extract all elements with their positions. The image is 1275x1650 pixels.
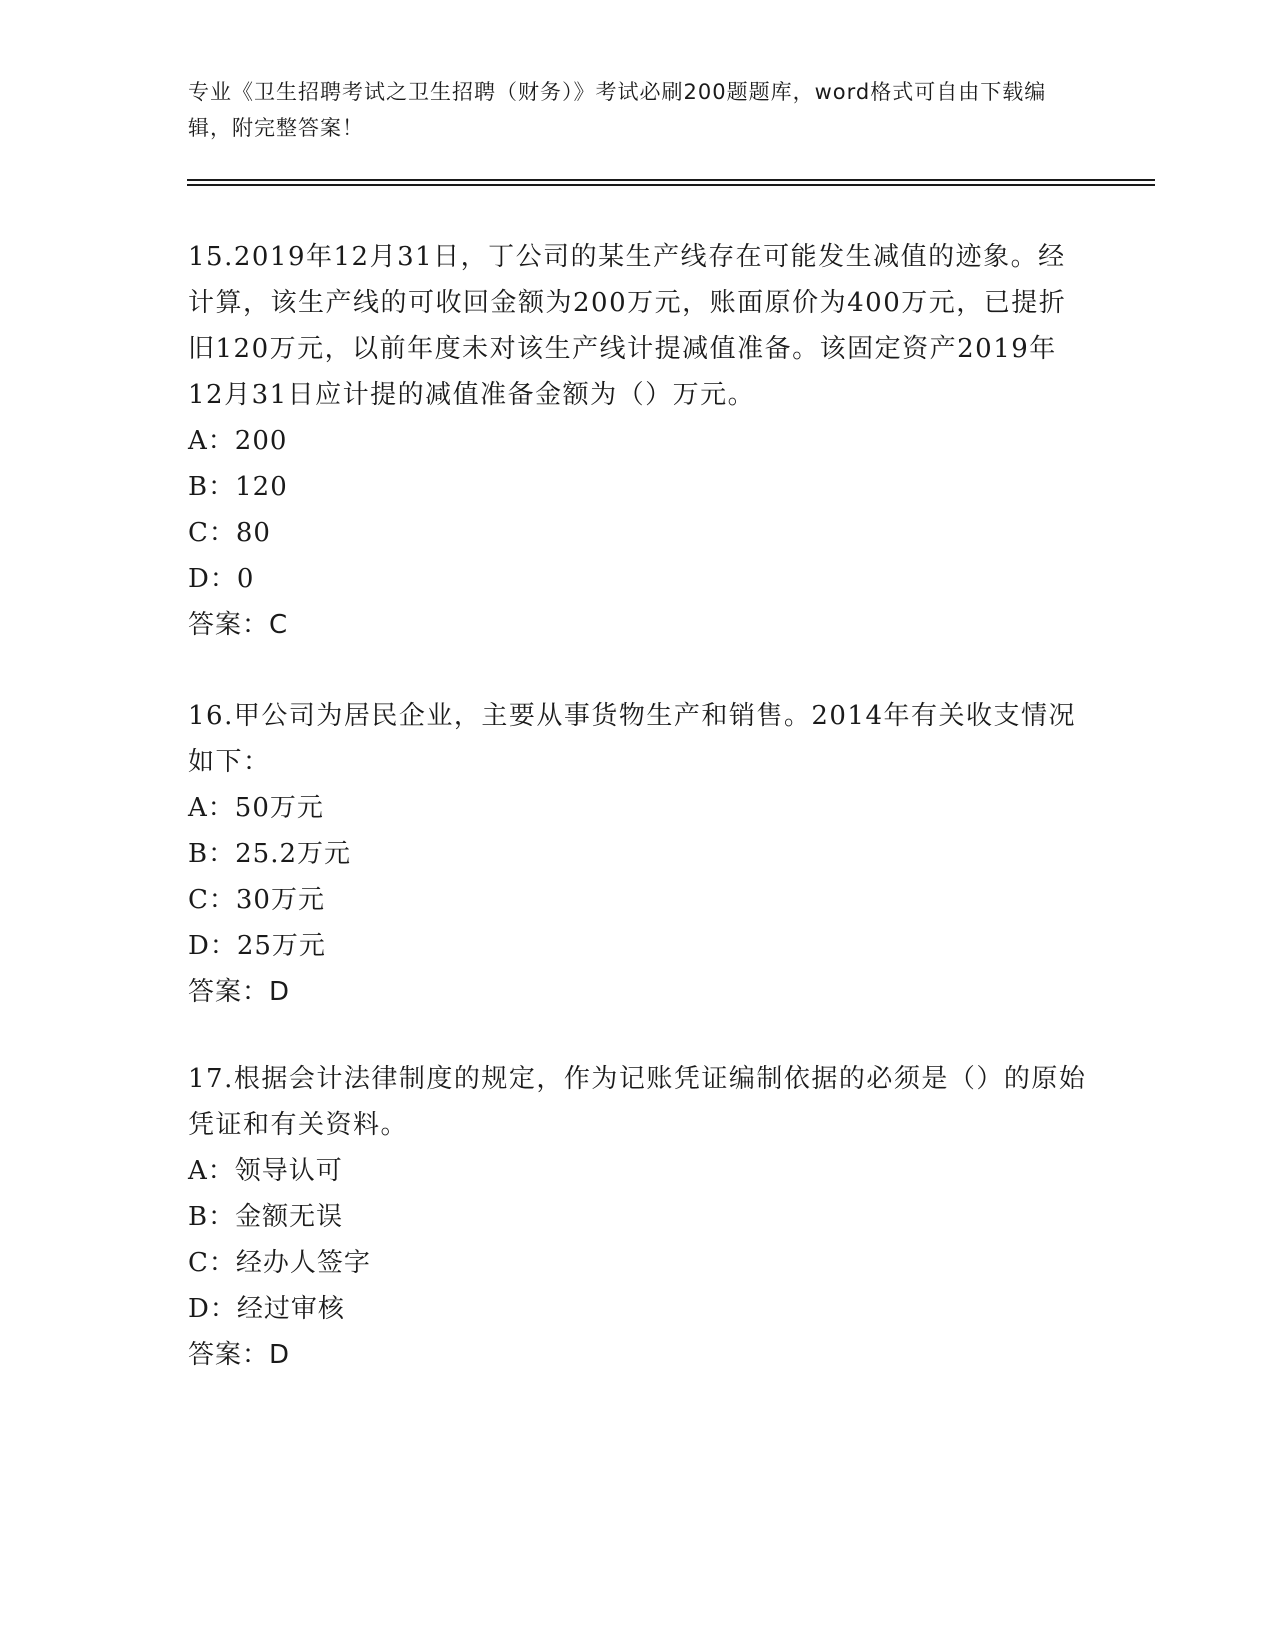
- option-a: A：领导认可: [188, 1156, 343, 1186]
- answer-line: 答案：D: [188, 977, 291, 1007]
- option-d: D：经过审核: [188, 1294, 345, 1324]
- question-stem: 15.2019年12月31日，丁公司的某生产线存在可能发生减值的迹象。经计算，该生产线的可收回金额为200万元，账面原价为400万元，已提折旧120万元，以前年度未对该生产线计提减值准备。该固定资产2019年12月31日应计提的减值准备金额为（）万元。: [188, 242, 1067, 410]
- header-divider-bottom: [187, 184, 1155, 186]
- question-17: [188, 1056, 1088, 1378]
- answer-line: 答案：C: [188, 610, 289, 640]
- answer-line: 答案：D: [188, 1340, 291, 1370]
- question-16: [188, 693, 1088, 1015]
- option-a: A：50万元: [188, 793, 324, 823]
- question-stem: 17.根据会计法律制度的规定，作为记账凭证编制依据的必须是（）的原始凭证和有关资料。: [188, 1064, 1087, 1140]
- option-b: B：25.2万元: [188, 839, 351, 869]
- option-d: D：25万元: [188, 931, 326, 961]
- option-d: D：0: [188, 564, 255, 594]
- option-b: B：120: [188, 472, 288, 502]
- option-a: A：200: [188, 426, 288, 456]
- option-c: C：30万元: [188, 885, 325, 915]
- document-header: 专业《卫生招聘考试之卫生招聘（财务）》考试必刷200题题库，word格式可自由下载编辑，附完整答案！: [188, 80, 1047, 140]
- header-divider-top: [187, 179, 1155, 181]
- question-stem: 16.甲公司为居民企业，主要从事货物生产和销售。2014年有关收支情况如下：: [188, 701, 1077, 777]
- option-c: C：80: [188, 518, 271, 548]
- question-15: [188, 234, 1088, 648]
- option-b: B：金额无误: [188, 1202, 344, 1232]
- option-c: C：经办人签字: [188, 1248, 371, 1278]
